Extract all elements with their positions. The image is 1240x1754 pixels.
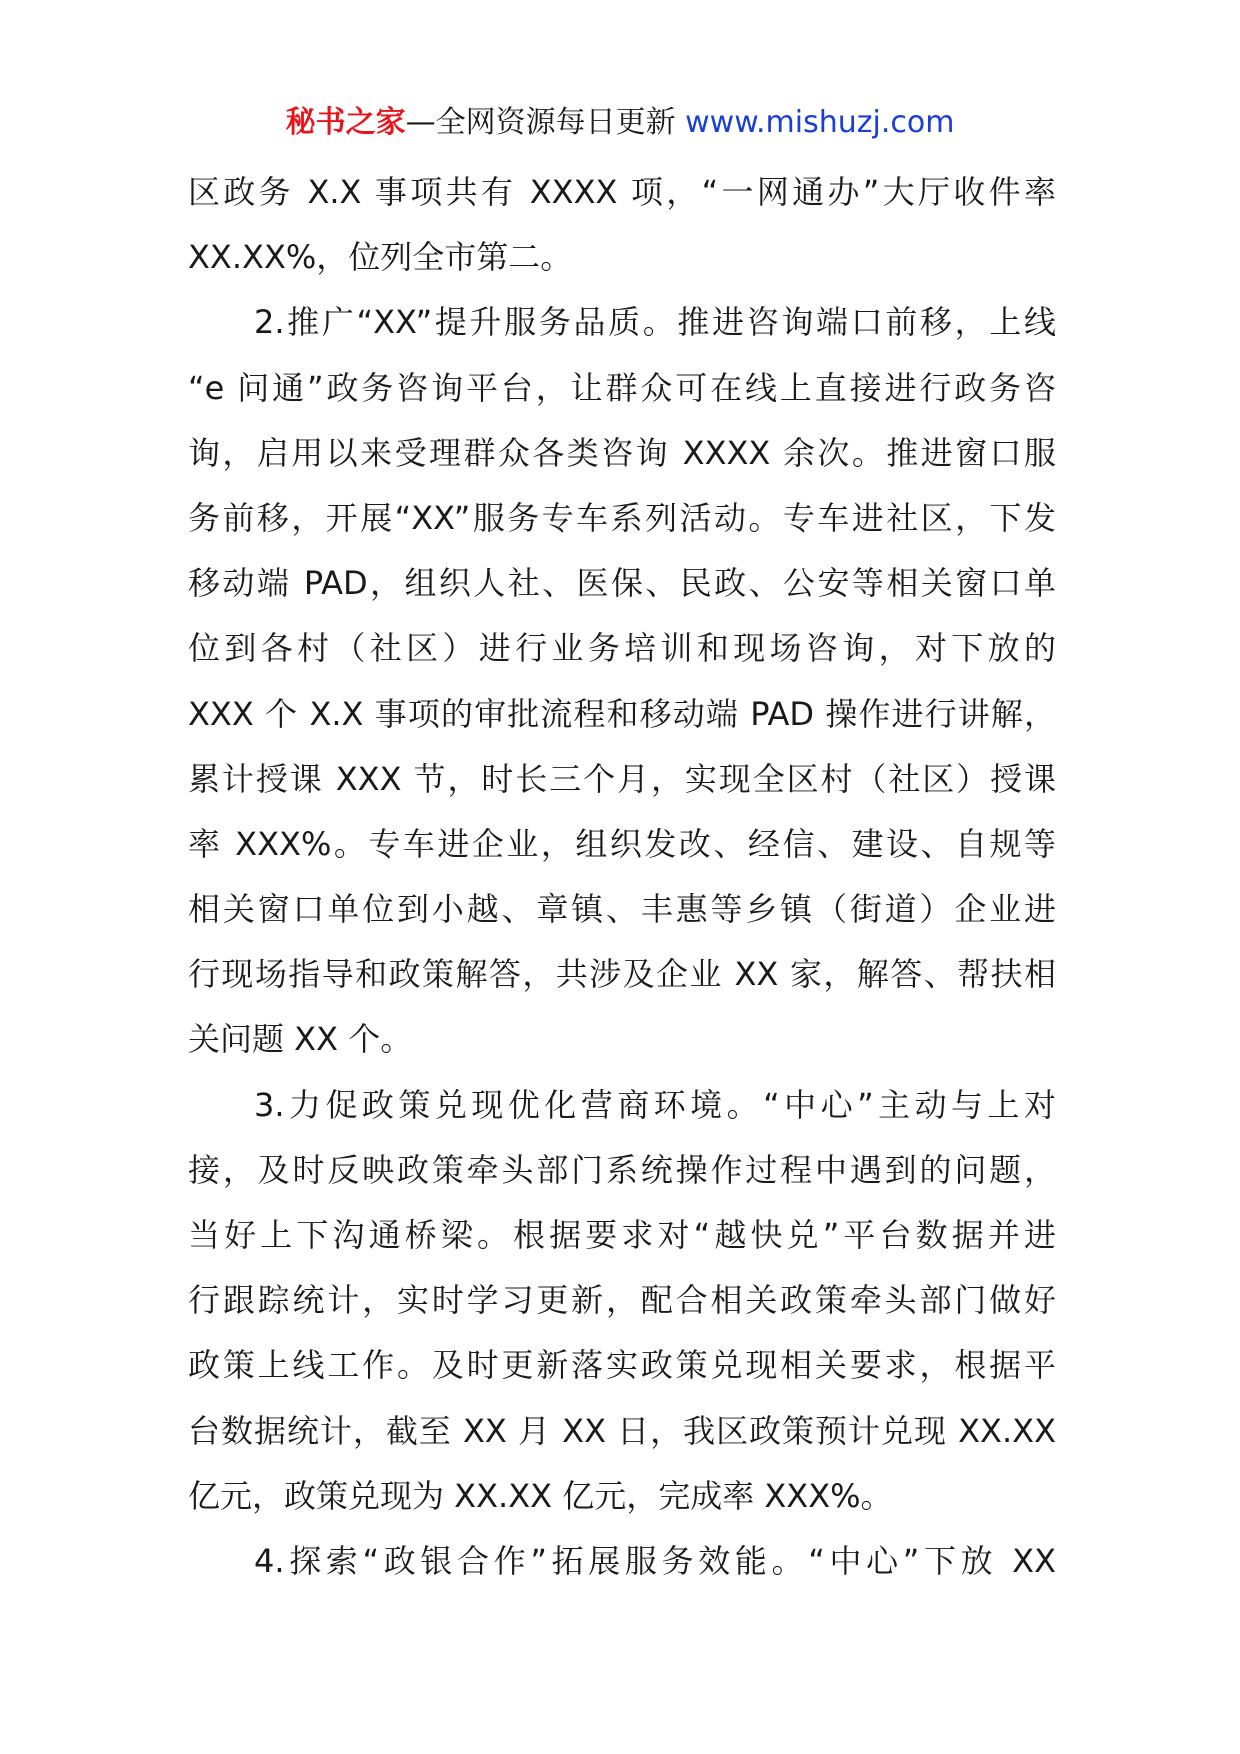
paragraph-3-start: 3.力促政策兑现优化营商环境。“中心”主动与上对 — [254, 1085, 1056, 1124]
paragraph-2-start: 2.推广“XX”提升服务品质。推进咨询端口前移，上线 — [254, 303, 1056, 342]
text-line: 率 XXX%。专车进企业，组织发改、经信、建设、自规等 — [188, 824, 1056, 863]
header-url-link[interactable]: www.mishuzj.com — [685, 105, 955, 140]
text-line: 移动端 PAD，组织人社、医保、民政、公安等相关窗口单 — [188, 564, 1056, 603]
text-line: 区政务 X.X 事项共有 XXXX 项，“一网通办”大厅收件率 — [188, 173, 1056, 211]
text-line: 当好上下沟通桥梁。根据要求对“越快兑”平台数据并进 — [188, 1216, 1056, 1254]
text-line: 询，启用以来受理群众各类咨询 XXXX 余次。推进窗口服 — [188, 433, 1056, 472]
text-line: 台数据统计，截至 XX 月 XX 日，我区政策预计兑现 XX.XX — [188, 1411, 1056, 1450]
text-line: 相关窗口单位到小越、章镇、丰惠等乡镇（街道）企业进 — [188, 890, 1056, 929]
text-line: 累计授课 XXX 节，时长三个月，实现全区村（社区）授课 — [188, 759, 1056, 798]
text-line: XXX 个 X.X 事项的审批流程和移动端 PAD 操作进行讲解， — [188, 694, 1056, 733]
text-line: 行现场指导和政策解答，共涉及企业 XX 家，解答、帮扶相 — [188, 955, 1056, 994]
page-header — [0, 98, 1240, 148]
text-line: 亿元，政策兑现为 XX.XX 亿元，完成率 XXX%。 — [188, 1476, 893, 1515]
text-line: 关问题 XX 个。 — [188, 1020, 413, 1059]
text-line: 行跟踪统计，实时学习更新，配合相关政策牵头部门做好 — [188, 1281, 1056, 1320]
text-line: “e 问通”政务咨询平台，让群众可在线上直接进行政务咨 — [188, 368, 1056, 407]
header-slogan: —全网资源每日更新 — [405, 105, 686, 140]
document-body — [188, 160, 1056, 1594]
text-line: XX.XX%，位列全市第二。 — [188, 238, 573, 277]
text-line: 接，及时反映政策牵头部门系统操作过程中遇到的问题， — [188, 1150, 1056, 1189]
text-line: 政策上线工作。及时更新落实政策兑现相关要求，根据平 — [188, 1346, 1056, 1385]
header-brand: 秘书之家 — [285, 105, 406, 140]
paragraph-4-start: 4.探索“政银合作”拓展服务效能。“中心”下放 XX — [254, 1541, 1056, 1580]
text-line: 务前移，开展“XX”服务专车系列活动。专车进社区，下发 — [188, 498, 1056, 537]
text-line: 位到各村（社区）进行业务培训和现场咨询，对下放的 — [188, 629, 1056, 668]
